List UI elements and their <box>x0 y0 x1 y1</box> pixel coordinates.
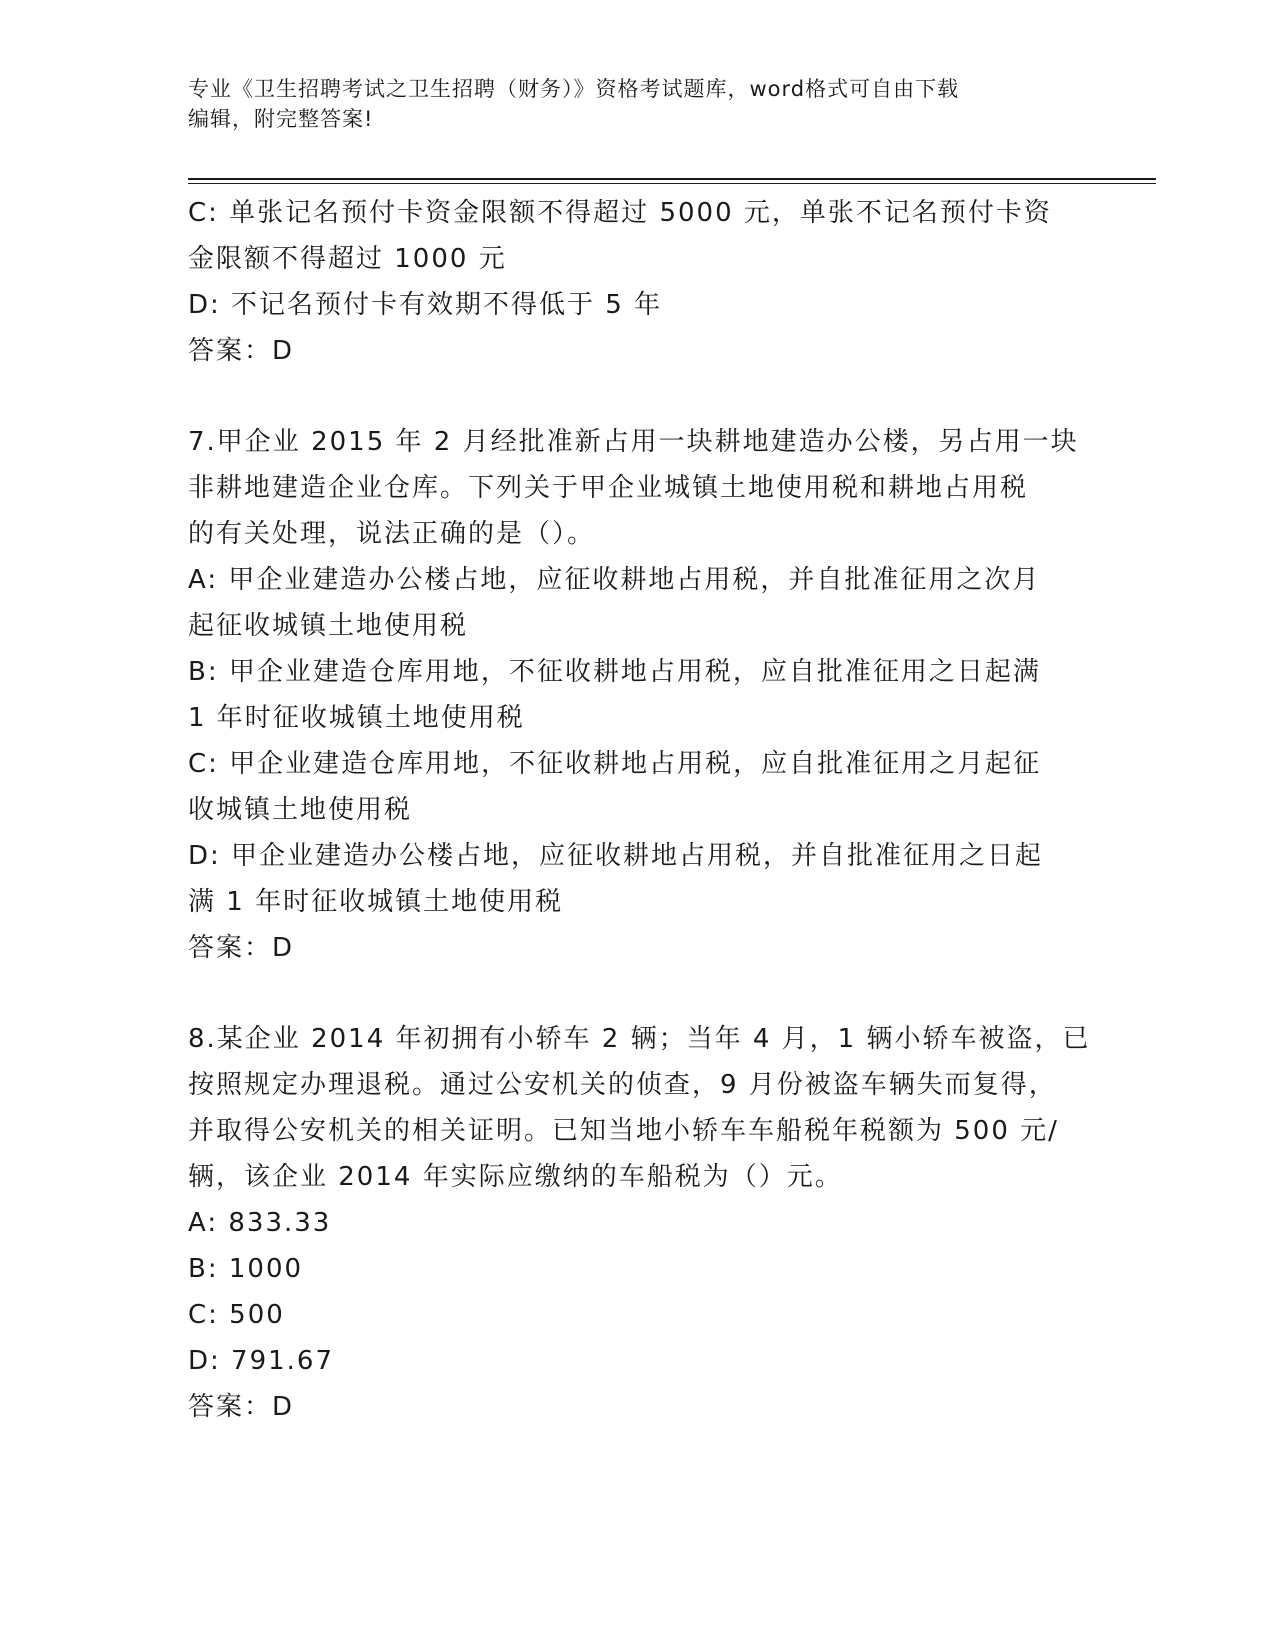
header-line-1: 专业《卫生招聘考试之卫生招聘（财务）》资格考试题库，word格式可自由下载 <box>188 77 960 101</box>
question-stem: 按照规定办理退税。通过公安机关的侦查，9 月份被盗车辆失而复得， <box>188 1070 1057 1100</box>
option-d-text: 满 1 年时征收城镇土地使用税 <box>188 887 564 917</box>
spacer <box>188 374 1088 419</box>
option-b-text: B: 1000 <box>188 1254 304 1284</box>
question-stem: 的有关处理，说法正确的是（）。 <box>188 519 596 549</box>
question-8 <box>188 1016 1091 1430</box>
option-a-text: A: 甲企业建造办公楼占地，应征收耕地占用税，并自批准征用之次月 <box>188 565 1041 595</box>
question-stem: 辆，该企业 2014 年实际应缴纳的车船税为（）元。 <box>188 1162 843 1192</box>
option-a-text: 起征收城镇土地使用税 <box>188 611 469 641</box>
header-line-2: 编辑，附完整答案! <box>188 107 374 131</box>
question-7 <box>188 419 1088 971</box>
option-c-text: C: 甲企业建造仓库用地，不征收耕地占用税，应自批准征用之月起征 <box>188 749 1042 779</box>
question-6-continued <box>188 190 1088 374</box>
answer-label: 答案：D <box>188 336 295 366</box>
option-d-text: D: 不记名预付卡有效期不得低于 5 年 <box>188 290 663 320</box>
spacer <box>188 971 1088 1016</box>
answer-label: 答案：D <box>188 1392 295 1422</box>
option-d-text: D: 甲企业建造办公楼占地，应征收耕地占用税，并自批准征用之日起 <box>188 841 1044 871</box>
question-stem: 8.某企业 2014 年初拥有小轿车 2 辆；当年 4 月，1 辆小轿车被盗，已 <box>188 1024 1091 1054</box>
option-c-text: C: 500 <box>188 1300 285 1330</box>
option-b-text: 1 年时征收城镇土地使用税 <box>188 703 525 733</box>
option-c-text: 金限额不得超过 1000 元 <box>188 244 507 274</box>
option-b-text: B: 甲企业建造仓库用地，不征收耕地占用税，应自批准征用之日起满 <box>188 657 1041 687</box>
document-body <box>188 190 1091 1430</box>
header-divider-thin <box>188 183 1156 184</box>
question-stem: 并取得公安机关的相关证明。已知当地小轿车车船税年税额为 500 元/ <box>188 1116 1059 1146</box>
question-stem: 7.甲企业 2015 年 2 月经批准新占用一块耕地建造办公楼，另占用一块 <box>188 427 1079 457</box>
option-c-text: 收城镇土地使用税 <box>188 795 413 825</box>
page-header <box>188 74 1088 134</box>
option-c-text: C: 单张记名预付卡资金限额不得超过 5000 元，单张不记名预付卡资 <box>188 198 1052 228</box>
header-divider-thick <box>188 178 1156 180</box>
answer-label: 答案：D <box>188 933 295 963</box>
question-stem: 非耕地建造企业仓库。下列关于甲企业城镇土地使用税和耕地占用税 <box>188 473 1029 503</box>
option-a-text: A: 833.33 <box>188 1208 332 1238</box>
option-d-text: D: 791.67 <box>188 1346 335 1376</box>
